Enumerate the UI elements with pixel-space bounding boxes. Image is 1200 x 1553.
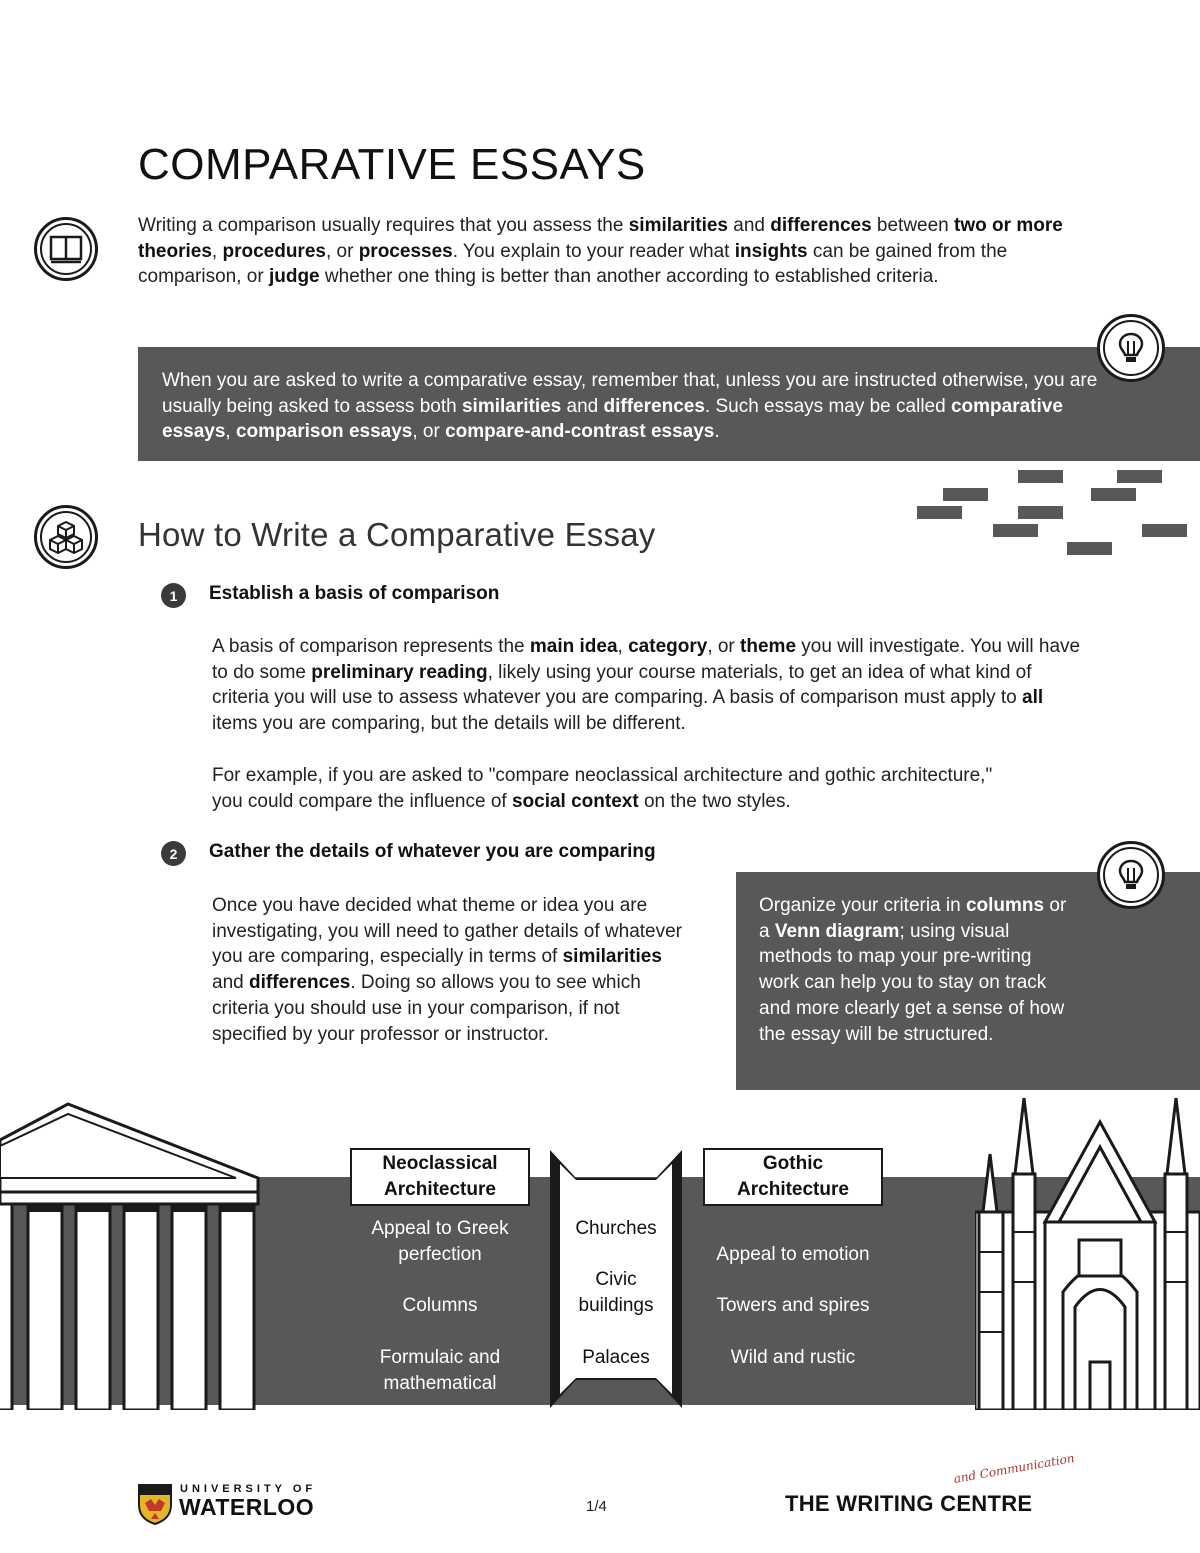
lightbulb-icon-badge-2: [1097, 841, 1165, 909]
gothic-label: [703, 1148, 883, 1206]
neoclassical-item-2: Columns: [402, 1295, 478, 1316]
lightbulb-icon: [1116, 858, 1146, 892]
gothic-item-3: Wild and rustic: [730, 1347, 856, 1368]
cubes-icon-badge: [34, 505, 98, 569]
gothic-item-1: Appeal to emotion: [716, 1244, 870, 1265]
lightbulb-icon-badge: [1097, 314, 1165, 382]
gothic-item-2: Towers and spires: [716, 1295, 870, 1316]
intro-paragraph: Writing a comparison usually requires that you assess the similarities and differences between two or more theories, procedures, or processes. You explain to your reader what insights can be gained from the comparison, or judge whether one thing is better than another according to established criteria.: [138, 215, 1063, 288]
neoclassical-building-illustration: [0, 1100, 262, 1410]
step-1-title: Establish a basis of comparison: [209, 583, 500, 604]
gothic-label-line1: Gothic: [762, 1153, 824, 1174]
neoclassical-item-1: Appeal to Greek perfection: [371, 1218, 509, 1265]
step-2-title: Gather the details of whatever you are comparing: [209, 841, 656, 862]
step-1-paragraph-1: A basis of comparison represents the main idea, category, or theme you will investigate. You will have to do some preliminary reading, likely using your course materials, to get an idea of what kind of criteria you will use to assess whatever you are comparing. A basis of comparison must apply to all items you are comparing, but the details will be different.: [212, 636, 1081, 735]
tip-box-text: Organize your criteria in columns or a Venn diagram; using visual methods to map your pre-writing work can help you to stay on track and more clearly get a sense of how the essay will be structured.: [759, 895, 1067, 1045]
wc-logo-script: and Communication: [952, 1450, 1076, 1486]
step-2-paragraph: Once you have decided what theme or idea you are investigating, you will need to gather details of whatever you are comparing, especially in terms of similarities and differences. Doing so allows you to see which criteria you should use in your comparison, if not specified by your professor or instructor.: [212, 895, 682, 1045]
step-1-paragraph-2: For example, if you are asked to "compare neoclassical architecture and gothic architecture," you could compare the influence of social context on the two styles.: [212, 765, 993, 812]
uw-crest-logo: [137, 1483, 173, 1525]
gothic-label-line2: Architecture: [737, 1179, 849, 1200]
book-icon-badge: [34, 217, 98, 281]
shared-item-3: Palaces: [582, 1347, 650, 1368]
note-banner-text: When you are asked to write a comparative essay, remember that, unless you are instructed otherwise, you are usually being asked to assess both similarities and differences. Such essays may be called comparative essays, comparison essays, or compare-and-contrast essays.: [162, 370, 1098, 443]
page-title: COMPARATIVE ESSAYS: [138, 140, 646, 189]
neoclassical-label-line2: Architecture: [384, 1179, 496, 1200]
shared-item-2: Civic buildings: [578, 1269, 654, 1316]
cubes-icon: [48, 520, 84, 554]
section-heading: How to Write a Comparative Essay: [138, 516, 656, 553]
shared-item-1: Churches: [575, 1218, 657, 1239]
book-icon: [49, 234, 83, 264]
page-number: 1/4: [586, 1498, 607, 1515]
gothic-building-illustration: [975, 1092, 1200, 1410]
neoclassical-label: [350, 1148, 530, 1206]
step-1-number: 1: [161, 583, 186, 608]
uw-wordmark-small: UNIVERSITY OF: [180, 1483, 317, 1495]
lightbulb-icon: [1116, 331, 1146, 365]
uw-wordmark: WATERLOO: [179, 1494, 315, 1520]
wc-logo-wordmark: THE WRITING CENTRE: [785, 1491, 1033, 1516]
neoclassical-label-line1: Neoclassical: [382, 1153, 498, 1174]
step-2-number: 2: [161, 841, 186, 866]
neoclassical-item-3: Formulaic and mathematical: [379, 1347, 501, 1394]
brick-decoration: [915, 468, 1200, 558]
